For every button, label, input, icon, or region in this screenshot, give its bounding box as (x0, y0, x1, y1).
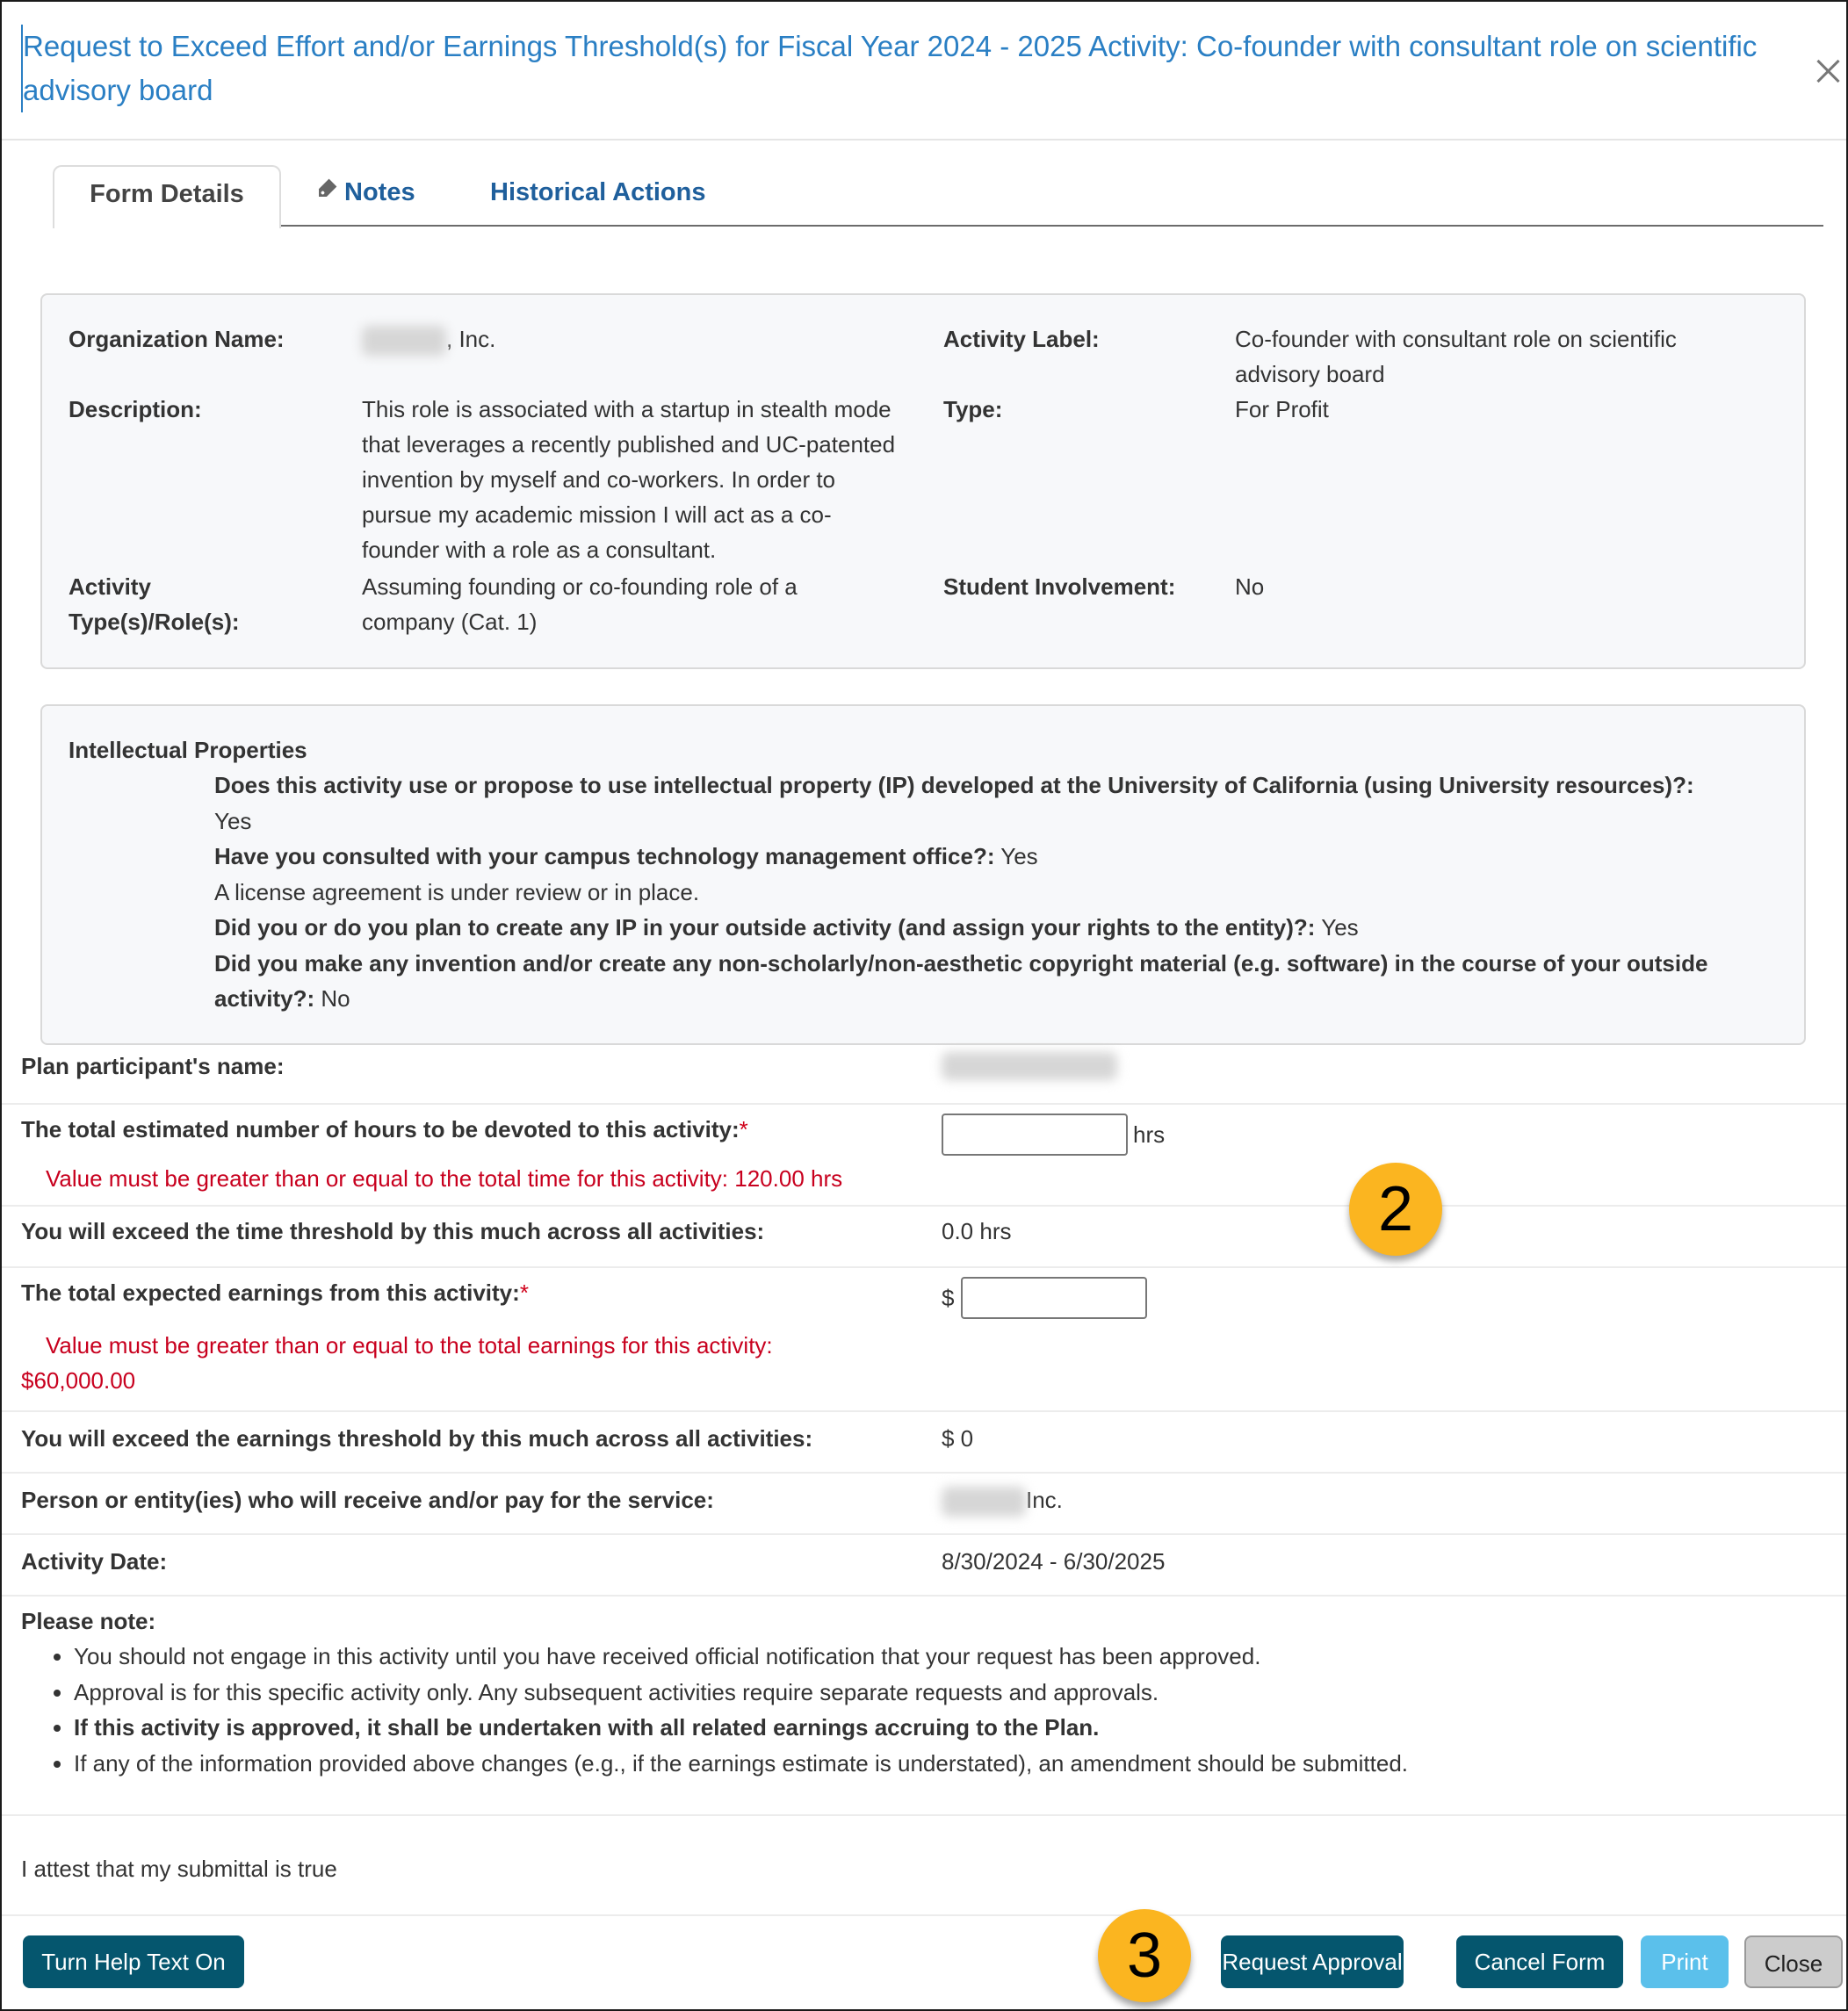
tab-form-details[interactable] (53, 165, 281, 228)
earnings-error: Value must be greater than or equal to the total earnings for this activity: $60,000.00 (21, 1332, 773, 1394)
tab-notes-label: Notes (344, 178, 415, 206)
tag-icon (313, 168, 336, 191)
description-value: This role is associated with a startup in stealth mode that leverages a recently published and UC-patented invention by myself and co-workers. In order to pursue my academic mission I will act as a co-founder with a role as a consultant. (362, 396, 896, 563)
ip-title: Intellectual Properties (69, 737, 307, 763)
note-item: • You should not engage in this activity until you have received official notification that your request has been approved. (74, 1639, 1743, 1675)
ip-q4: Did you make any invention and/or create any non-scholarly/non-aesthetic copyright material (e.g. software) in the course of your outside activity?: No (214, 949, 1708, 1012)
hours-row (2, 1103, 1846, 1207)
participant-row (2, 1043, 1846, 1105)
tab-form-details-label: Form Details (90, 180, 244, 208)
hours-label: The total estimated number of hours to be devoted to this activity:* (21, 1116, 748, 1142)
required-asterisk: * (739, 1116, 748, 1142)
activity-date-row (2, 1533, 1846, 1597)
please-note-title: Please note: (21, 1608, 156, 1634)
ip-q1: Does this activity use or propose to use intellectual property (IP) developed at the University of California (using University resources)?: (214, 772, 1694, 798)
activity-details-panel (40, 293, 1806, 669)
redacted-entity-name (942, 1487, 1026, 1517)
activity-types-label: Activity Type(s)/Role(s): (69, 573, 240, 635)
note-item: • If this activity is approved, it shall be undertaken with all related earnings accruing to the Plan. (74, 1710, 1743, 1746)
participant-label: Plan participant's name: (21, 1053, 285, 1079)
earnings-row (2, 1266, 1846, 1412)
activity-date-value: 8/30/2024 - 6/30/2025 (942, 1548, 1166, 1575)
activity-types-value: Assuming founding or co-founding role of a company (Cat. 1) (362, 573, 798, 635)
org-name-value (362, 321, 495, 357)
attest-statement: I attest that my submittal is true (21, 1856, 337, 1882)
redacted-org-name (362, 326, 446, 356)
redacted-participant-name (942, 1052, 1117, 1080)
required-asterisk: * (519, 1279, 529, 1306)
callout-badge-2: 2 (1349, 1163, 1442, 1256)
earnings-currency: $ (942, 1285, 955, 1311)
divider (2, 1914, 1846, 1916)
activity-label-label: Activity Label: (943, 326, 1100, 352)
modal-title: Request to Exceed Effort and/or Earnings Threshold(s) for Fiscal Year 2024 - 2025 Activity: Co-founder with consultant role on scientific advisory board (21, 25, 1771, 112)
entity-label: Person or entity(ies) who will receive and/or pay for the service: (21, 1487, 714, 1513)
time-exceed-row (2, 1205, 1846, 1268)
hours-unit: hrs (1133, 1121, 1166, 1148)
tab-historical-actions-label: Historical Actions (490, 178, 706, 206)
turn-help-text-on-button[interactable]: Turn Help Text On (23, 1935, 244, 1988)
org-name-suffix: , Inc. (446, 326, 496, 352)
note-item: • If any of the information provided above changes (e.g., if the earnings estimate is understated), an amendment should be submitted. (74, 1746, 1743, 1782)
intellectual-properties-panel (40, 704, 1806, 1045)
entity-value (942, 1482, 1063, 1517)
time-exceed-label: You will exceed the time threshold by this much across all activities: (21, 1218, 765, 1244)
participant-value (942, 1052, 1117, 1090)
student-involvement-value: No (1235, 573, 1265, 600)
org-name-label: Organization Name: (69, 326, 285, 352)
note-item: • Approval is for this specific activity only. Any subsequent activities require separate requests and approvals. (74, 1675, 1743, 1711)
earnings-label: The total expected earnings from this activity:* (21, 1279, 529, 1306)
hours-error: Value must be greater than or equal to the total time for this activity: 120.00 hrs (46, 1165, 843, 1192)
entity-suffix: Inc. (1026, 1487, 1063, 1513)
tab-bar (53, 165, 1823, 227)
description-label: Description: (69, 396, 202, 422)
ip-q3: Did you or do you plan to create any IP in your outside activity (and assign your rights to the entity)?: Yes (214, 914, 1359, 941)
tab-historical-actions[interactable] (490, 165, 705, 225)
earnings-exceed-value: $ 0 (942, 1425, 974, 1452)
time-exceed-value: 0.0 hrs (942, 1218, 1012, 1244)
close-x-icon[interactable] (1811, 51, 1846, 90)
entity-row (2, 1472, 1846, 1535)
ip-note2: A license agreement is under review or in place. (214, 878, 700, 905)
request-approval-button[interactable]: Request Approval (1221, 1935, 1404, 1988)
activity-label-value: Co-founder with consultant role on scientific advisory board (1235, 326, 1677, 387)
please-note-list (53, 1639, 1743, 1781)
ip-q2: Have you consulted with your campus technology management office?: Yes (214, 843, 1038, 869)
ip-a1: Yes (214, 807, 252, 834)
activity-date-label: Activity Date: (21, 1548, 168, 1575)
earnings-exceed-row (2, 1410, 1846, 1474)
divider (2, 1814, 1846, 1816)
tab-notes[interactable] (313, 165, 415, 225)
print-button[interactable]: Print (1641, 1935, 1729, 1988)
type-value: For Profit (1235, 396, 1329, 422)
callout-badge-3: 3 (1098, 1909, 1191, 2002)
type-label: Type: (943, 396, 1003, 422)
student-involvement-label: Student Involvement: (943, 573, 1176, 600)
modal-header (2, 2, 1846, 141)
close-button[interactable]: Close (1744, 1935, 1843, 1988)
cancel-form-button[interactable]: Cancel Form (1456, 1935, 1623, 1988)
earnings-exceed-label: You will exceed the earnings threshold by this much across all activities: (21, 1425, 813, 1452)
ip-questions (214, 768, 1787, 1017)
hours-input[interactable] (942, 1114, 1128, 1156)
earnings-input[interactable] (961, 1277, 1147, 1319)
